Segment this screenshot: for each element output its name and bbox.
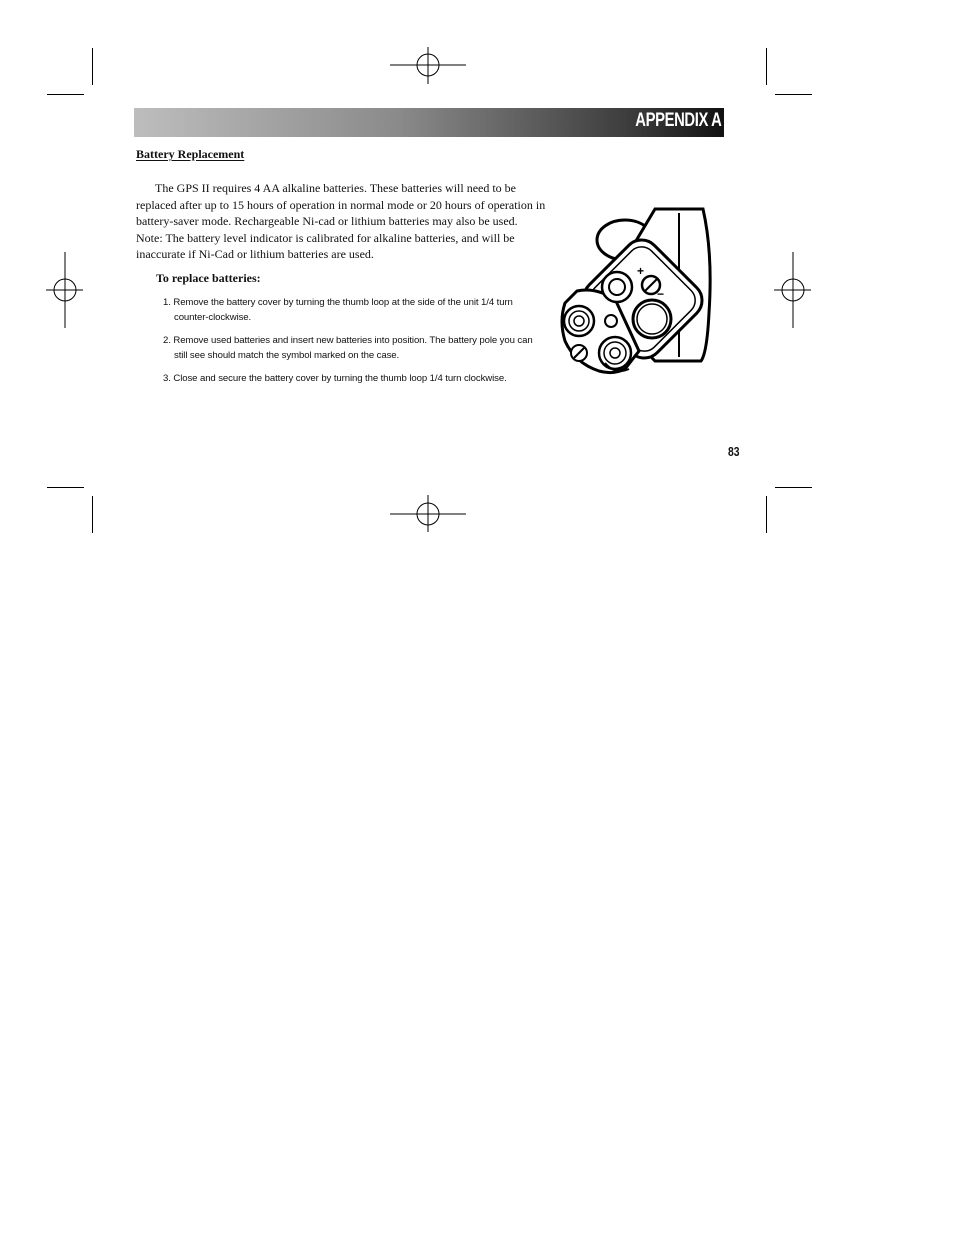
registration-mark-right (774, 252, 812, 330)
section-heading: Battery Replacement (136, 147, 245, 161)
page-number: 83 (728, 444, 740, 459)
battery-compartment-illustration (555, 203, 717, 383)
registration-mark-left (46, 252, 84, 330)
procedure-step: 3. Close and secure the battery cover by turning the thumb loop 1/4 turn clockwise. (163, 373, 507, 384)
procedure-heading: To replace batteries: (156, 271, 261, 285)
appendix-header-bar (134, 108, 724, 137)
procedure-step: 1. Remove the battery cover by turning the thumb loop at the side of the unit 1/4 turn counter-clockwise. (163, 297, 513, 323)
procedure-step: 2. Remove used batteries and insert new batteries into position. The battery pole you can still see should match the symbol marked on the case. (163, 335, 533, 361)
procedure-steps (163, 295, 538, 394)
section-paragraph: The GPS II requires 4 AA alkaline batteries. These batteries will need to be replaced after up to 15 hours of operation in normal mode or 20 hours of operation in battery-saver mode. Rechargeable Ni-cad or lithium batteries may also be used. Note: The battery level indicator is calibrated for alkaline batteries, and will be inaccurate if Ni-Cad or lithium batteries are used. (136, 181, 546, 262)
appendix-title: APPENDIX A (634, 110, 721, 131)
registration-mark-bottom (390, 495, 468, 533)
plus-symbol: + (637, 264, 645, 278)
registration-mark-top (390, 47, 468, 85)
minus-symbol: − (657, 287, 665, 301)
